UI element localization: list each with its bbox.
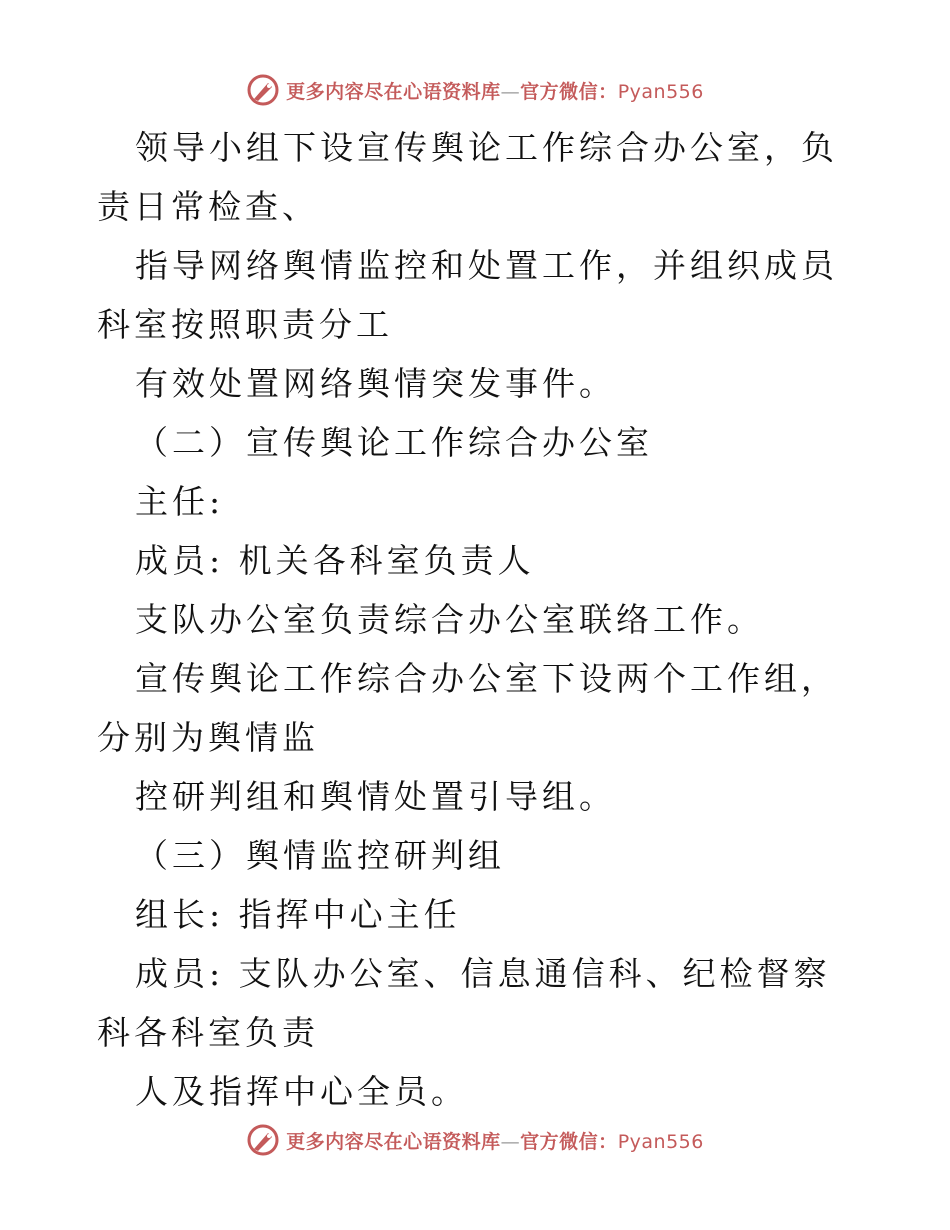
section-heading: （三）舆情监控研判组 bbox=[135, 836, 505, 875]
watermark-wechat-label: 官方微信： bbox=[520, 1130, 618, 1153]
paragraph: 宣传舆论工作综合办公室下设两个工作组，分别为舆情监 bbox=[97, 659, 838, 757]
watermark-text bbox=[286, 77, 704, 104]
watermark-separator: — bbox=[500, 80, 521, 103]
watermark-wechat-label: 官方微信： bbox=[520, 80, 618, 103]
paragraph: 主任: bbox=[135, 482, 225, 521]
pen-nib-logo-icon bbox=[246, 1123, 280, 1157]
header-watermark bbox=[0, 70, 950, 110]
section-heading: （二）宣传舆论工作综合办公室 bbox=[135, 423, 653, 462]
pen-nib-logo-icon bbox=[246, 73, 280, 107]
paragraph: 成员: 机关各科室负责人 bbox=[135, 541, 535, 580]
watermark-wechat-id: Pyan556 bbox=[617, 80, 704, 103]
watermark-brand: 更多内容尽在心语资料库 bbox=[286, 80, 501, 103]
paragraph: 控研判组和舆情处置引导组。 bbox=[135, 777, 616, 816]
footer-watermark bbox=[0, 1120, 950, 1160]
watermark-text bbox=[286, 1127, 704, 1154]
paragraph: 有效处置网络舆情突发事件。 bbox=[135, 364, 616, 403]
watermark-wechat-id: Pyan556 bbox=[617, 1130, 704, 1153]
paragraph: 指导网络舆情监控和处置工作，并组织成员科室按照职责分工 bbox=[97, 246, 838, 344]
document-body bbox=[97, 118, 857, 1121]
paragraph: 人及指挥中心全员。 bbox=[135, 1072, 468, 1111]
watermark-separator: — bbox=[500, 1130, 521, 1153]
watermark-brand: 更多内容尽在心语资料库 bbox=[286, 1130, 501, 1153]
paragraph: 组长: 指挥中心主任 bbox=[135, 895, 461, 934]
paragraph: 支队办公室负责综合办公室联络工作。 bbox=[135, 600, 764, 639]
paragraph: 成员: 支队办公室、信息通信科、纪检督察科各科室负责 bbox=[97, 954, 831, 1052]
paragraph: 领导小组下设宣传舆论工作综合办公室，负责日常检查、 bbox=[97, 128, 838, 226]
